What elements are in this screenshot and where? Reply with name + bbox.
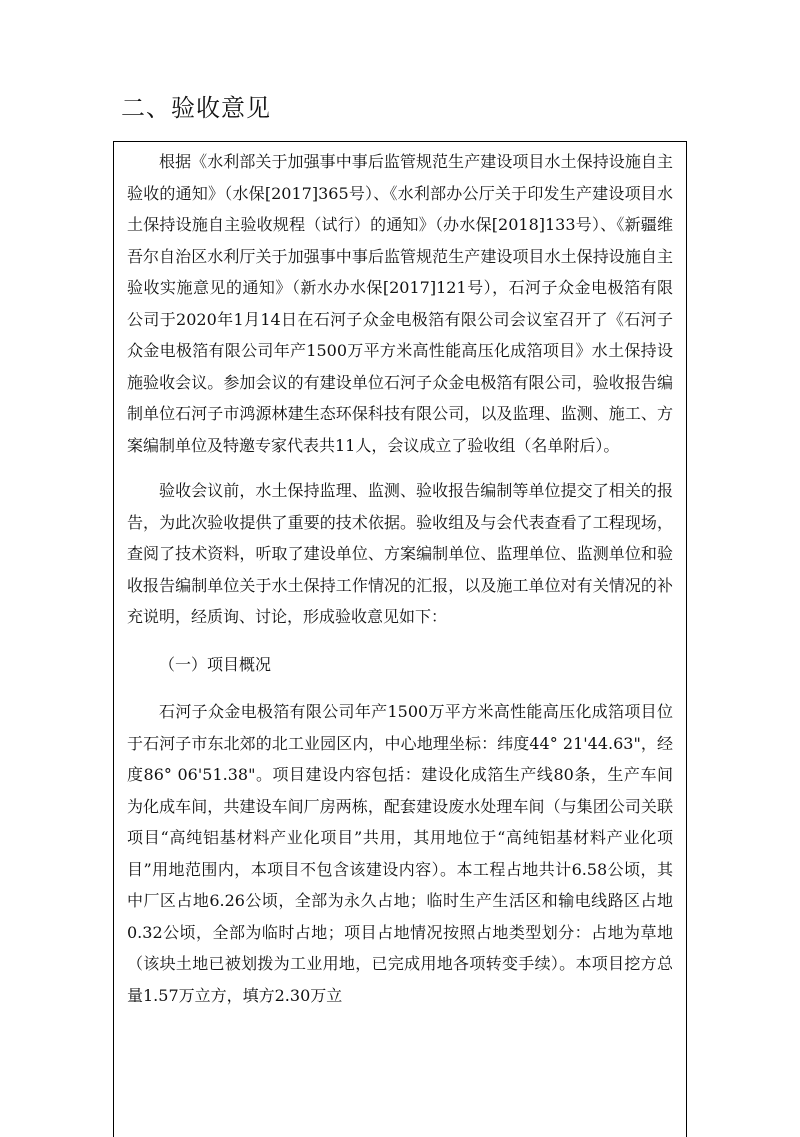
paragraph-meeting-process: 验收会议前，水土保持监理、监测、验收报告编制等单位提交了相关的报告，为此次验收提供了重要的技术依据。验收组及与会代表查看了工程现场，查阅了技术资料，听取了建设单位、方案编制单位、监理单位、监测单位和验收报告编制单位关于水土保持工作情况的汇报，以及施工单位对有关情况的补充说明，经质询、讨论，形成验收意见如下： xyxy=(127,481,673,626)
section-heading: 二、验收意见 xyxy=(121,94,271,122)
paragraph-project-overview: 石河子众金电极箔有限公司年产1500万平方米高性能高压化成箔项目位于石河子市东北郊的北工业园区内，中心地理坐标：纬度44° 21'44.63"，经度86° 06'51.38"。项目建设内容包括：建设化成箔生产线80条，生产车间为化成车间，共建设车间厂房两栋，配套建设废水处理车间（与集团公司关联项目“高纯铝基材料产业化项目”共用，其用地位于“高纯铝基材料产业化项目”用地范围内，本项目不包含该建设内容）。本工程占地共计6.58公顷，其中厂区占地6.26公顷，全部为永久占地；临时生产生活区和输电线路区占地0.32公顷，全部为临时占地；项目占地情况按照占地类型划分：占地为草地（该块土地已被划拨为工业用地，已完成用地各项转变手续）。本项目挖方总量1.57万立方，填方2.30万立 xyxy=(127,702,673,1005)
paragraph-basis: 根据《水利部关于加强事中事后监管规范生产建设项目水土保持设施自主验收的通知》（水保[2017]365号）、《水利部办公厅关于印发生产建设项目水土保持设施自主验收规程（试行）的通知》（办水保[2018]133号）、《新疆维吾尔自治区水利厅关于加强事中事后监管规范生产建设项目水土保持设施自主验收实施意见的通知》（新水办水保[2017]121号），石河子众金电极箔有限公司于2020年1月14日在石河子众金电极箔有限公司会议室召开了《石河子众金电极箔有限公司年产1500万平方米高性能高压化成箔项目》水土保持设施验收会议。参加会议的有建设单位石河子众金电极箔有限公司，验收报告编制单位石河子市鸿源林建生态环保科技有限公司，以及监理、监测、施工、方案编制单位及特邀专家代表共11人，会议成立了验收组（名单附后）。 xyxy=(127,152,673,455)
subsection-heading-project-overview: （一）项目概况 xyxy=(159,654,272,674)
opinion-table-cell xyxy=(113,141,687,1137)
